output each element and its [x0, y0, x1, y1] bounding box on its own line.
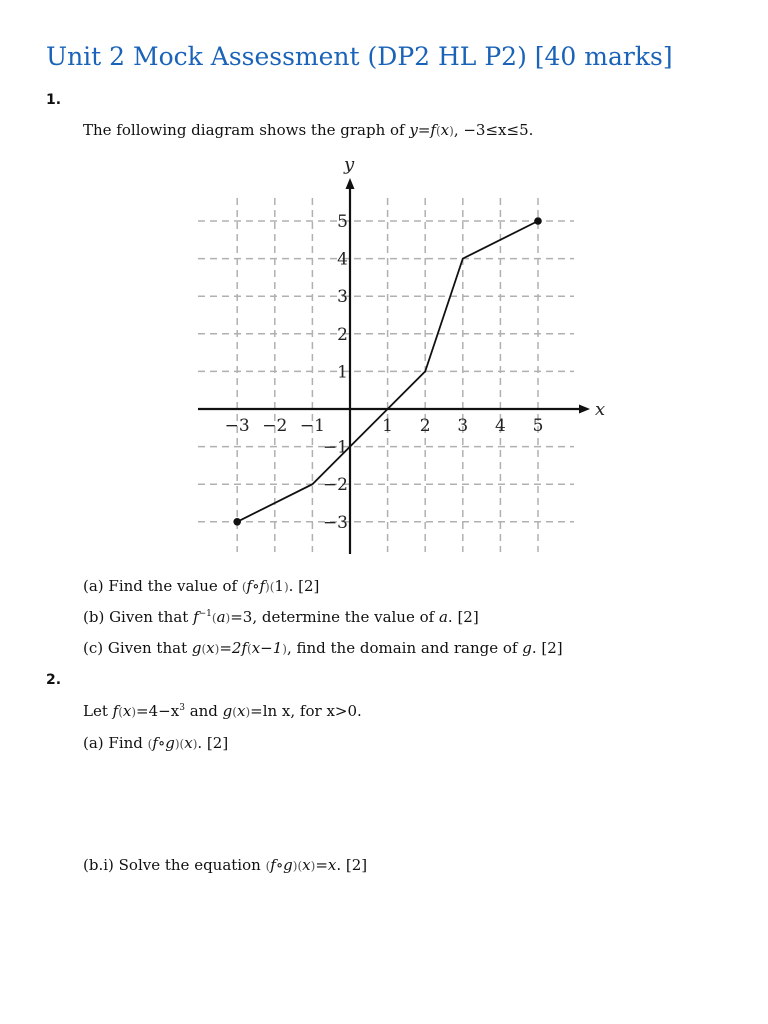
- curve-endpoint: [233, 518, 241, 526]
- paren-close: ): [265, 580, 270, 594]
- q2-g-definition: =ln x: [250, 702, 291, 720]
- y-tick-label: 1: [337, 362, 348, 383]
- y-tick-label: −3: [322, 512, 348, 533]
- q2-part-a-marks: . [2]: [197, 734, 229, 752]
- graph-axes: [198, 154, 605, 554]
- y-tick-label: −1: [322, 437, 348, 458]
- question-1-part-b: [83, 608, 479, 626]
- part-b-marks: . [2]: [447, 608, 479, 626]
- paren-open: (: [247, 642, 252, 656]
- q2-condition: , for x>0.: [290, 702, 362, 720]
- question-2-part-bi: [83, 856, 367, 874]
- q2-f: f: [112, 702, 119, 720]
- part-b-argument: a: [216, 608, 226, 626]
- intro-text: The following diagram shows the graph of: [83, 121, 410, 139]
- paren-close: ): [214, 642, 220, 656]
- part-c-marks: . [2]: [531, 639, 563, 657]
- function-graph: [190, 150, 606, 560]
- y-tick-label: 5: [337, 212, 348, 232]
- y-tick-label: 3: [337, 287, 348, 308]
- paren-close: ): [192, 737, 198, 751]
- q2-part-bi-equation: =x: [315, 856, 337, 874]
- part-c-variable: x: [206, 639, 215, 657]
- q2-part-a-variable: x: [184, 734, 193, 752]
- page-title: Unit 2 Mock Assessment (DP2 HL P2) [40 marks]: [46, 42, 673, 71]
- graph-grid: [198, 198, 574, 552]
- question-1-number: 1.: [46, 92, 62, 108]
- question-2-part-a: [83, 734, 228, 752]
- paren-open: (: [435, 124, 441, 138]
- paren-open: (: [269, 580, 275, 594]
- question-1-part-c: [83, 639, 563, 657]
- part-b-rest: =3, determine the value of: [230, 608, 439, 626]
- x-tick-label: 1: [382, 416, 394, 436]
- q2-cube-exponent: 3: [179, 703, 185, 713]
- part-b-text: (b) Given that: [83, 608, 194, 626]
- paren-close: ): [174, 737, 180, 751]
- question-2-number: 2.: [46, 672, 62, 688]
- q2-part-a-text: (a) Find: [83, 734, 148, 752]
- paren-close: ): [283, 580, 289, 594]
- paren-open: (: [297, 859, 303, 873]
- intro-domain: , −3≤x≤5.: [453, 121, 534, 139]
- q2-let: Let: [83, 702, 113, 720]
- q2-part-a-composition: f∘g: [152, 734, 175, 752]
- part-b-inverse-exponent: −1: [198, 609, 212, 619]
- part-c-target: g: [522, 639, 532, 657]
- x-tick-label: 4: [494, 416, 506, 436]
- paren-open: (: [118, 705, 123, 719]
- part-b-function: f: [193, 608, 199, 626]
- question-1-intro: [83, 121, 533, 139]
- part-a-text: (a) Find the value of: [83, 577, 242, 595]
- part-b-variable: a: [438, 608, 448, 626]
- paren-close: ): [292, 859, 298, 873]
- q2-x2: x: [236, 702, 246, 720]
- question-2-intro: [83, 702, 362, 720]
- part-c-definition: =2f: [219, 639, 247, 657]
- y-axis-arrow: [346, 178, 355, 189]
- y-tick-label: 2: [337, 324, 348, 345]
- part-a-argument: 1: [274, 577, 284, 595]
- x-axis-label: x: [595, 399, 606, 420]
- paren-close: ): [131, 705, 137, 719]
- x-tick-label: 5: [532, 416, 544, 436]
- paren-open: (: [211, 611, 217, 625]
- x-tick-label: 2: [419, 416, 431, 436]
- paren-close: ): [225, 611, 231, 625]
- paren-open: (: [232, 705, 237, 719]
- q2-x1: x: [122, 702, 132, 720]
- part-c-rest: , find the domain and range of: [286, 639, 523, 657]
- y-tick-label: −2: [322, 475, 348, 496]
- curve-endpoint: [534, 217, 542, 225]
- part-a-marks: . [2]: [288, 577, 320, 595]
- part-c-argument: x−1: [251, 639, 283, 657]
- paren-close: ): [449, 124, 454, 138]
- x-tick-label: 3: [457, 416, 469, 436]
- q2-part-bi-variable: x: [302, 856, 311, 874]
- part-c-text: (c) Given that: [83, 639, 192, 657]
- x-axis-arrow: [579, 405, 590, 414]
- paren-open: (: [241, 580, 247, 594]
- paren-open: (: [265, 859, 271, 873]
- paren-close: ): [245, 705, 251, 719]
- paren-open: (: [147, 737, 153, 751]
- q2-part-bi-composition: f∘g: [270, 856, 293, 874]
- q2-part-bi-text: (b.i) Solve the equation: [83, 856, 266, 874]
- part-a-composition: f∘f: [246, 577, 266, 595]
- intro-variable: x: [440, 121, 450, 139]
- x-tick-label: −2: [262, 416, 288, 436]
- q2-and: and: [184, 702, 223, 720]
- q2-f-definition: =4−x: [136, 702, 180, 720]
- y-axis-label: y: [344, 154, 355, 175]
- paren-close: ): [310, 859, 316, 873]
- intro-function: y=f: [409, 121, 436, 139]
- part-c-function: g: [191, 639, 202, 657]
- paren-close: ): [282, 642, 287, 656]
- paren-open: (: [179, 737, 185, 751]
- question-1-part-a: [83, 577, 319, 595]
- x-tick-label: −3: [224, 416, 250, 436]
- x-tick-label: −1: [299, 416, 325, 436]
- y-tick-label: 4: [337, 249, 348, 270]
- paren-open: (: [201, 642, 207, 656]
- q2-part-bi-marks: . [2]: [336, 856, 368, 874]
- q2-g: g: [222, 702, 233, 720]
